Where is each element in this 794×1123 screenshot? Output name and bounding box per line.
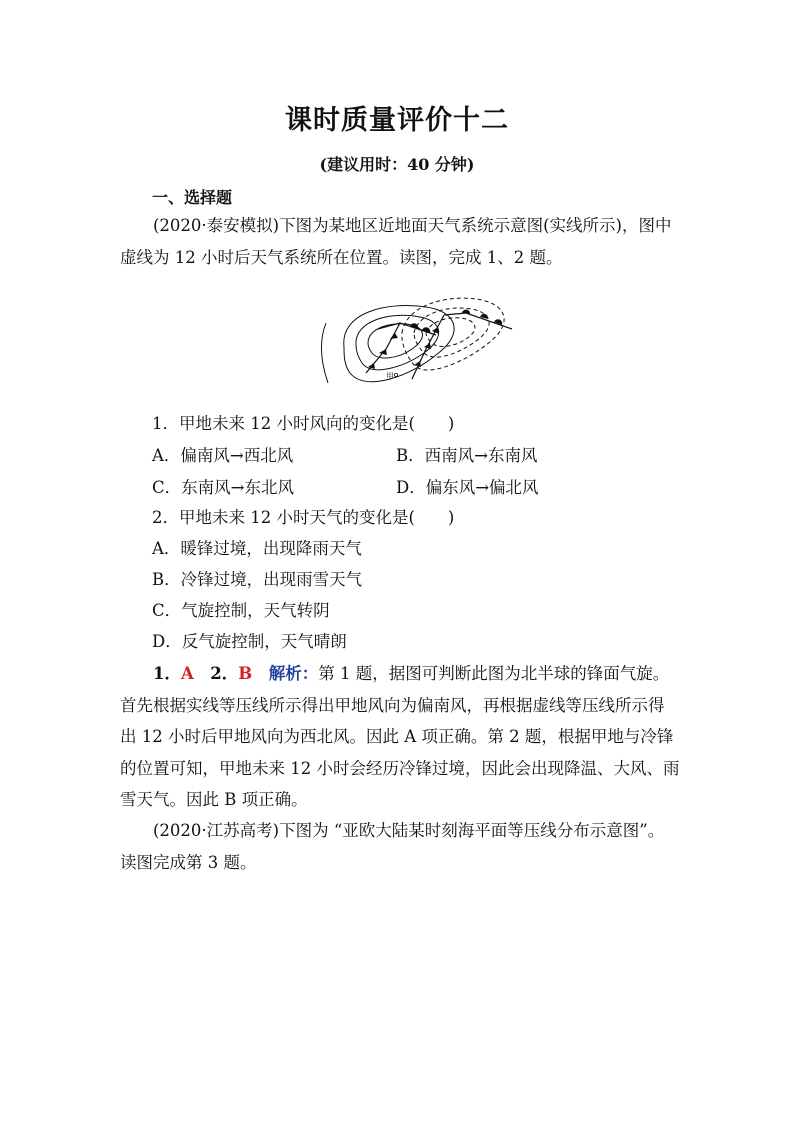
question-2-option-b: B．冷锋过境，出现雨雪天气 (152, 570, 363, 589)
explanation-label: 解析： (268, 664, 319, 683)
intro-2-text: 下图为 “亚欧大陆某时刻海平面等压线分布示意图”。读图完成第 3 题。 (120, 821, 665, 872)
question-2-option-d: D．反气旋控制，天气晴朗 (152, 632, 347, 651)
question-2-stem: 2．甲地未来 12 小时天气的变化是( ) (152, 508, 455, 527)
section-heading: 一、选择题 (152, 188, 233, 207)
location-jia-marker (394, 373, 397, 376)
intro-paragraph-2 (120, 815, 680, 878)
isobar-edge-line (321, 323, 328, 383)
solid-isobar-outer (344, 306, 454, 382)
intro-paragraph-1 (120, 210, 680, 273)
intro-1-source: (2020·泰安模拟) (153, 216, 280, 235)
weather-system-figure (316, 293, 522, 397)
answer-1-number: 1． (153, 664, 181, 683)
question-1-option-b: B．西南风→东南风 (396, 446, 538, 465)
answer-explanation (120, 658, 680, 816)
question-2-option-a: A．暖锋过境，出现降雨天气 (152, 539, 362, 558)
location-jia-label: 甲 (386, 372, 394, 381)
question-1-stem: 1．甲地未来 12 小时风向的变化是( ) (152, 414, 455, 433)
question-1-option-a: A．偏南风→西北风 (152, 446, 294, 465)
intro-1-text: 下图为某地区近地面天气系统示意图(实线所示)，图中虚线为 12 小时后天气系统所在位置。读图，完成 1、2 题。 (120, 216, 672, 267)
question-2-option-c: C．气旋控制，天气转阴 (152, 601, 330, 620)
explanation-text: 第 1 题，据图可判断此图为北半球的锋面气旋。首先根据实线等压线所示得出甲地风向为偏南风，再根据虚线等压线所示得出 12 小时后甲地风向为西北风。因此 A 项正确。第 2 题，根据甲地与冷锋的位置可知，甲地未来 12 小时会经历冷锋过境，因此会出现降温、大风、雨雪天气。因此 B 项正确。 (120, 664, 680, 809)
suggested-time: (建议用时：40 分钟) (319, 155, 475, 174)
answer-2-letter: B (238, 664, 253, 683)
solid-isobar-inner (368, 324, 423, 358)
answer-1-letter: A (180, 664, 194, 683)
answer-2-number: 2． (210, 664, 239, 683)
intro-2-source: (2020·江苏高考) (153, 821, 280, 840)
question-1-option-c: C．东南风→东北风 (152, 478, 294, 497)
question-1-option-d: D．偏东风→偏北风 (396, 478, 539, 497)
page-title: 课时质量评价十二 (285, 105, 509, 136)
